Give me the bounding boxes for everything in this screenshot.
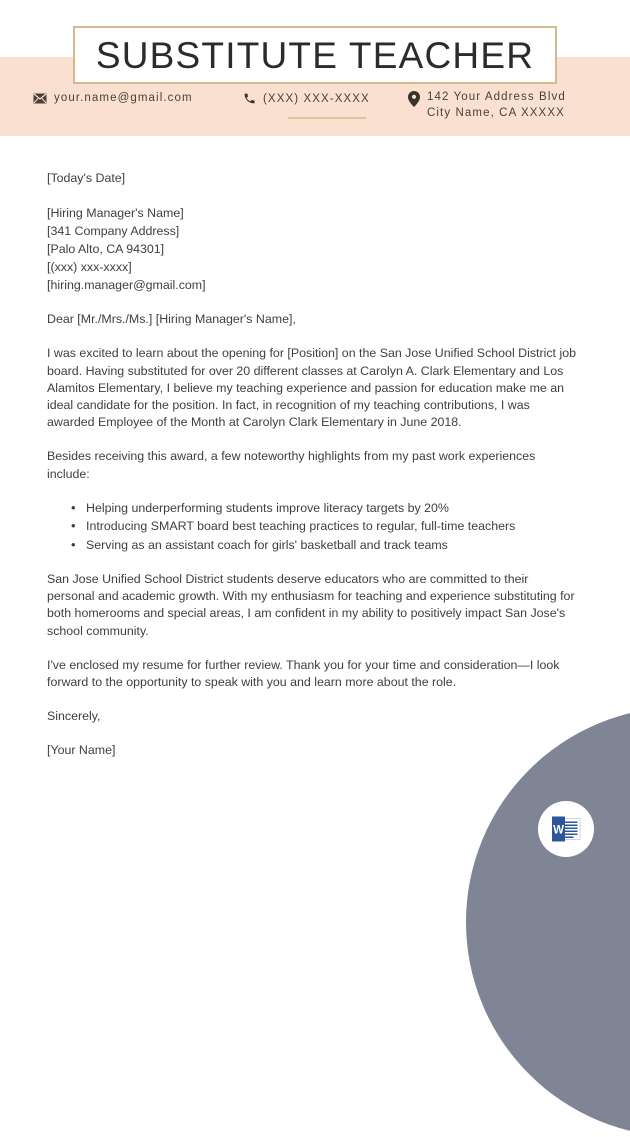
paragraph-closing: I've enclosed my resume for further review. Thank you for your time and consideration—I look forward to the opportunity to speak with you and learn more about the role.	[47, 657, 560, 690]
closing-line: Sincerely,	[47, 709, 101, 724]
contact-phone[interactable]	[243, 92, 370, 105]
page-title: SUBSTITUTE TEACHER	[95, 34, 535, 76]
list-item: • Serving as an assistant coach for girls' basketball and track teams	[86, 537, 577, 554]
recipient-address-block	[47, 204, 577, 294]
paragraph-opening: I was excited to learn about the opening for [Position] on the San Jose Unified School District job board. Having substituted for over 20 different classes at Carolyn A. Clark Elementary and Los Alamitos Elementary, I believe my teaching experience and passion for education make me an ideal candidate for the position. In fact, in recognition of my teaching contributions, I was awarded Employee of the Month at Carolyn Clark Elementary in June 2018.	[47, 346, 576, 430]
recipient-line: [Hiring Manager's Name]	[47, 206, 184, 221]
list-item: • Helping underperforming students improve literacy targets by 20%	[86, 500, 577, 517]
contact-row	[0, 88, 630, 132]
recipient-line: [hiring.manager@gmail.com]	[47, 278, 206, 293]
map-pin-icon	[408, 91, 420, 107]
recipient-line: [(xxx) xxx-xxxx]	[47, 260, 132, 275]
svg-text:W: W	[553, 824, 564, 837]
address-line-1: 142 Your Address Blvd	[427, 91, 566, 103]
salutation: Dear [Mr./Mrs./Ms.] [Hiring Manager's Name],	[47, 312, 296, 327]
job-title-box	[73, 26, 557, 84]
recipient-line: [341 Company Address]	[47, 224, 180, 239]
contact-address	[408, 88, 566, 121]
envelope-icon	[33, 93, 47, 104]
phone-icon	[243, 92, 256, 105]
date-line: [Today's Date]	[47, 171, 126, 185]
contact-phone-text: (XXX) XXX-XXXX	[263, 92, 370, 105]
list-item: • Introducing SMART board best teaching practices to regular, full-time teachers	[86, 518, 577, 535]
phone-underline-rule	[288, 117, 366, 119]
paragraph-highlights-intro: Besides receiving this award, a few noteworthy highlights from my past work experiences include:	[47, 449, 536, 481]
letterhead-header	[0, 0, 630, 140]
paragraph-value: San Jose Unified School District students deserve educators who are committed to their personal and academic growth. With my enthusiasm for teaching and experience substituting for both homerooms and special areas, I am confident in my ability to positively impact San Jose's school community.	[47, 572, 575, 638]
contact-email[interactable]	[33, 92, 193, 104]
letter-body	[47, 170, 577, 760]
address-line-2: City Name, CA XXXXX	[427, 107, 565, 119]
signature-name: [Your Name]	[47, 743, 116, 758]
microsoft-word-icon	[551, 816, 581, 842]
decorative-circle	[466, 707, 630, 1137]
microsoft-word-badge[interactable]	[538, 801, 594, 857]
recipient-line: [Palo Alto, CA 94301]	[47, 242, 165, 257]
contact-email-text: your.name@gmail.com	[54, 92, 193, 104]
highlights-list	[47, 500, 577, 554]
